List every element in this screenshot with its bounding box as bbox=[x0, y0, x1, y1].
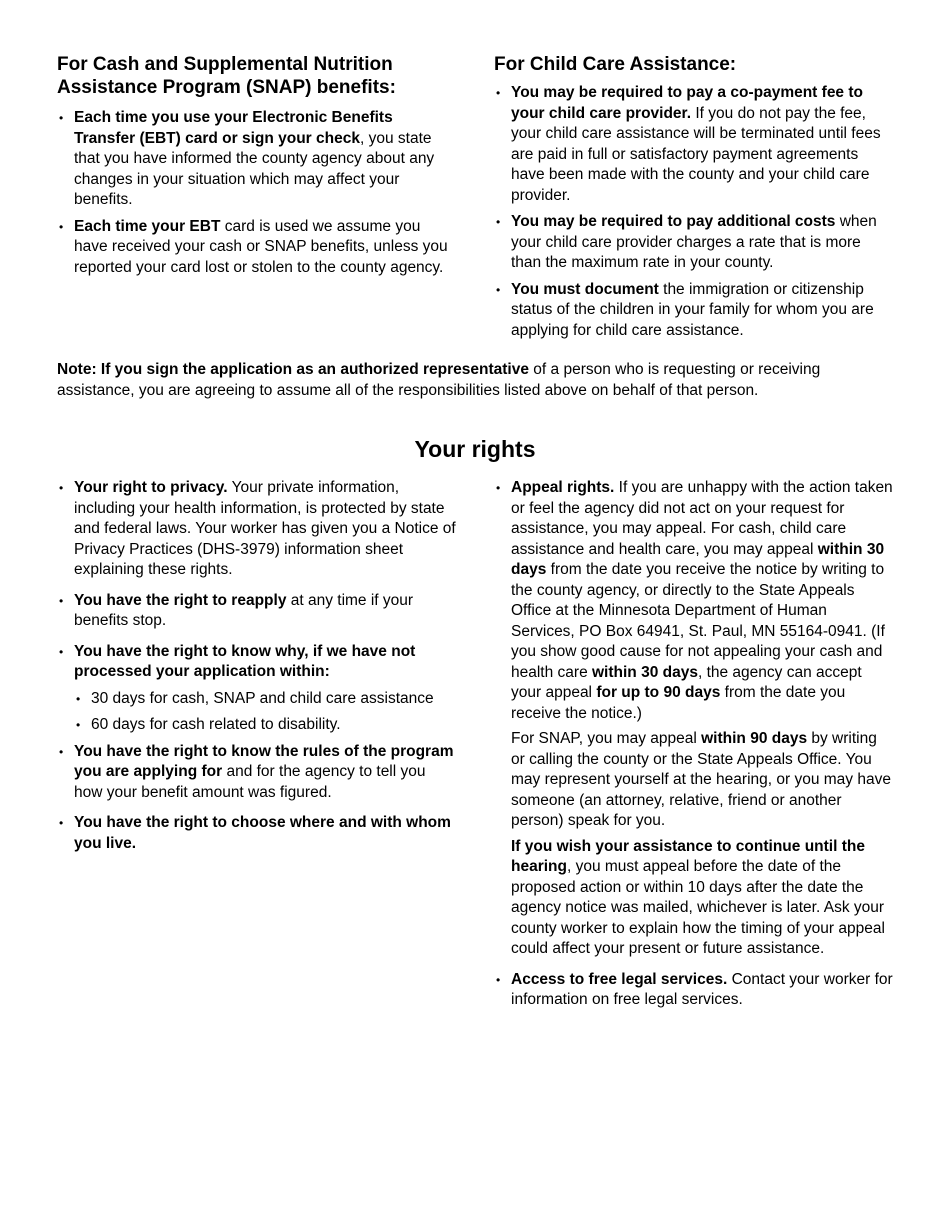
child-care-section bbox=[494, 53, 894, 341]
cash-snap-section bbox=[57, 53, 457, 278]
authorized-rep-note: Note: If you sign the application as an authorized representative of a person who is requesting or receiving assistance, you are agreeing to assume all of the responsibilities listed above on behalf of that person. bbox=[57, 361, 821, 399]
rights-left-list bbox=[57, 478, 457, 854]
rights-title: Your rights bbox=[414, 436, 536, 462]
cash-snap-heading: For Cash and Supplemental Nutrition Assistance Program (SNAP) benefits: bbox=[57, 54, 396, 98]
snap-appeal-paragraph: For SNAP, you may appeal within 90 days by writing or calling the county or the State Appeals Office. You may represent yourself at the hearing, or you may have someone (an attorney, relative, friend or another person) speak for you. bbox=[511, 730, 891, 829]
list-item: • 60 days for cash related to disability. bbox=[74, 715, 457, 736]
continue-assistance-paragraph: If you wish your assistance to continue until the hearing, you must appeal before the date of the proposed action or within 10 days after the date the agency notice was mailed, whichever is later. Ask your county worker to explain how the timing of your appeal could affect your present or future assistance. bbox=[511, 837, 885, 957]
rights-left-column bbox=[57, 478, 457, 854]
list-item: • You must document the immigration or citizenship status of the children in your family for whom you are applying for child care assistance. bbox=[494, 280, 894, 342]
right-appeal: • Appeal rights. If you are unhappy with the action taken or feel the agency did not act on your request for assistance, you may appeal. For cash, child care assistance and health care, you may appeal within 30 days from the date you receive the notice by writing to the county agency, or directly to the State Appeals Office at the Minnesota Department of Human Services, PO Box 64941, St. Paul, MN 55164-0941. (If you show good cause for not appealing your cash and health care within 30 days, the agency can accept your appeal for up to 90 days from the date you receive the notice.) For SNAP, you may appeal within 90 days by writing or calling the county or the State Appeals Office. You may represent yourself at the hearing, or you may have someone (an attorney, relative, friend or another person) speak for you. If you wish your assistance to continue until the hearing, you must appeal before the date of the proposed action or within 10 days after the date the agency notice was mailed, whichever is later. Ask your county worker to explain how the timing of your appeal could affect your present or future assistance. bbox=[494, 478, 894, 960]
right-choose-residence: • You have the right to choose where and with whom you live. bbox=[57, 813, 457, 854]
processing-times-list bbox=[74, 689, 457, 736]
list-item: • 30 days for cash, SNAP and child care assistance bbox=[74, 689, 457, 710]
right-reapply: • You have the right to reapply at any time if your benefits stop. bbox=[57, 591, 457, 632]
right-know-why: • You have the right to know why, if we have not processed your application within: • 30 days for cash, SNAP and child care assistance • 60 days for cash related to disability. bbox=[57, 642, 457, 736]
child-care-list bbox=[494, 83, 894, 341]
cash-snap-list bbox=[57, 108, 457, 278]
right-know-rules: • You have the right to know the rules of the program you are applying for and for the agency to tell you how your benefit amount was figured. bbox=[57, 742, 457, 804]
right-legal-services: • Access to free legal services. Contact your worker for information on free legal services. bbox=[494, 970, 894, 1011]
right-privacy: • Your right to privacy. Your private information, including your health information, is protected by state and federal laws. Your worker has given you a Notice of Privacy Practices (DHS-3979) information sheet explaining these rights. bbox=[57, 478, 457, 581]
list-item: • You may be required to pay additional costs when your child care provider charges a rate that is more than the maximum rate in your county. bbox=[494, 212, 894, 274]
rights-right-column bbox=[494, 478, 894, 1011]
list-item: • Each time your EBT card is used we assume you have received your cash or SNAP benefits, unless you reported your card lost or stolen to the county agency. bbox=[57, 217, 457, 279]
list-item: • Each time you use your Electronic Benefits Transfer (EBT) card or sign your check, you state that you have informed the county agency about any changes in your situation which may affect your benefits. bbox=[57, 108, 457, 211]
list-item: • You may be required to pay a co-payment fee to your child care provider. If you do not pay the fee, your child care assistance will be terminated until fees are paid in full or satisfactory payment agreements have been made with the county and your child care provider. bbox=[494, 83, 894, 206]
rights-right-list bbox=[494, 478, 894, 1011]
child-care-heading: For Child Care Assistance: bbox=[494, 54, 737, 75]
